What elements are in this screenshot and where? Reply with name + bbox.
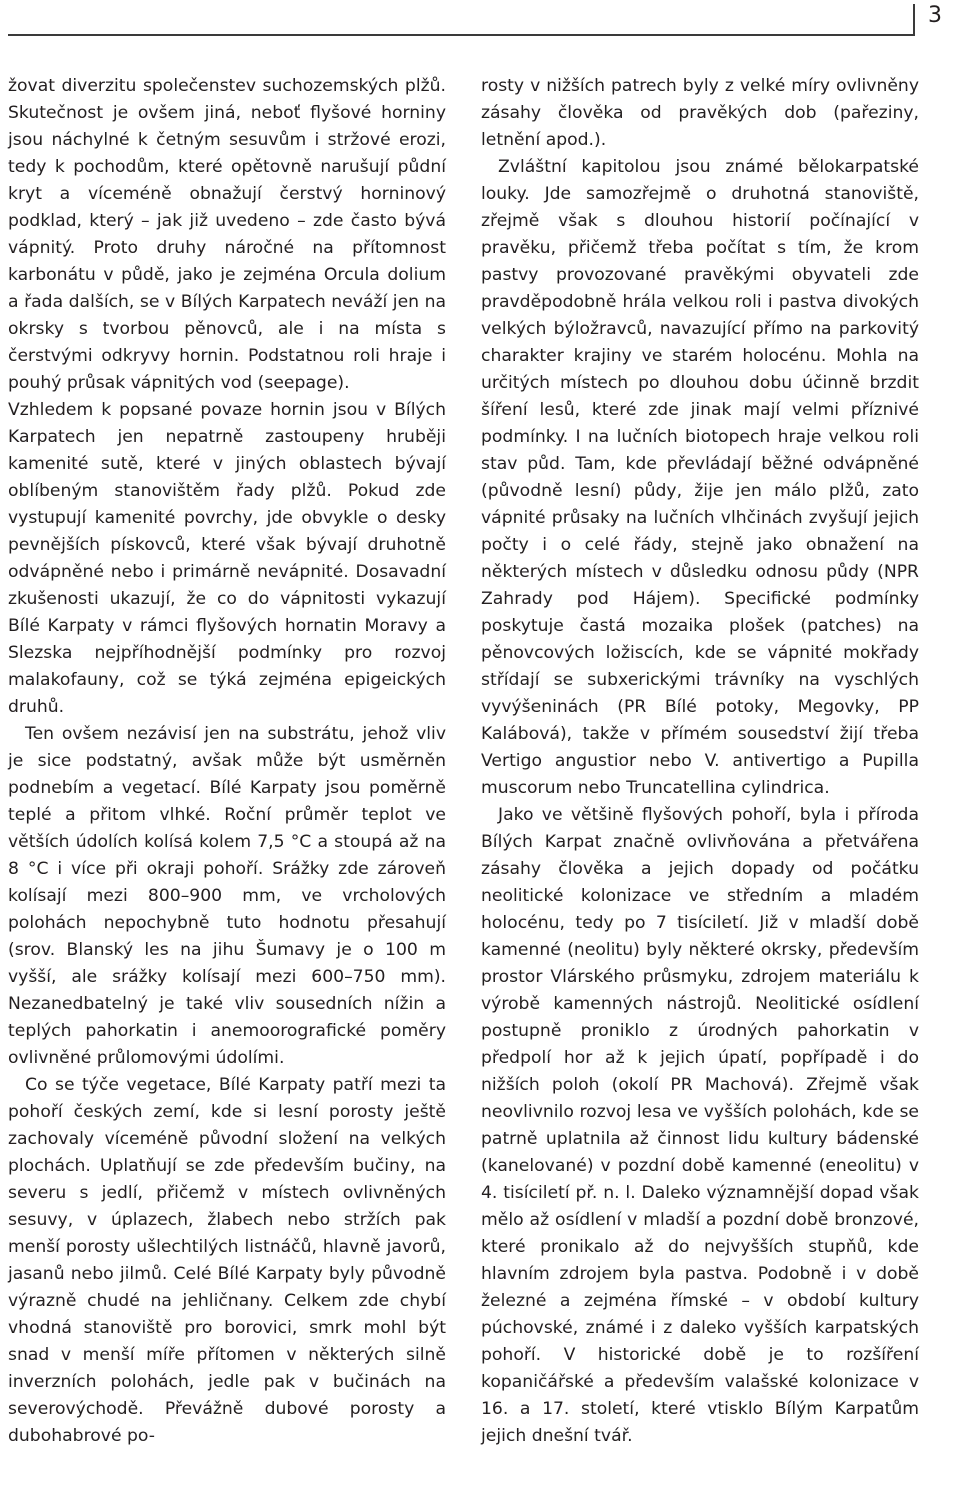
page-number: 3 xyxy=(928,3,942,28)
paragraph: žovat diverzitu společenstev suchozemských plžů. Skutečnost je ovšem jiná, neboť flyšové horniny jsou náchylné k četným sesuvům i stržové erozi, tedy k pochodům, které opětovně narušují půdní kryt a víceméně obnažují čerstvý horninový podklad, který – jak již uvedeno – zde často bývá vápnitý. Proto druhy náročné na přítomnost karbonátu v půdě, jako je zejména Orcula dolium a řada dalších, se v Bílých Karpatech neváží jen na okrsky s tvorbou pěnovců, ale i na místa s čerstvými odkryvy hornin. Podstatnou roli hraje i pouhý průsak vápnitých vod (seepage). xyxy=(8,76,446,393)
left-column xyxy=(8,73,446,1450)
paragraph: Zvláštní kapitolou jsou známé bělokarpatské louky. Jde samozřejmě o druhotná stanoviště, zřejmě však s dlouhou historií počínající v pravěku, přičemž třeba počítat s tím, že krom pastvy provozované pravěkými obyvateli zde pravděpodobně hrála velkou roli i pastva divokých velkých býložravců, navazující přímo na parkovitý charakter krajiny ve starém holocénu. Mohla na určitých místech po dlouhou dobu účinně brzdit šíření lesů, které zde jinak mají velmi příznivé podmínky. I na lučních biotopech hraje velkou roli stav půd. Tam, kde převládají běžné odvápněné (původně lesní) půdy, žije jen málo plžů, zato vápnité průsaky na lučních vlhčinách zvyšují jejich počty i o celé řády, stejně jako obnažení na některých místech v důsledku odnosu půdy (NPR Zahrady pod Hájem). Specifické podmínky poskytuje častá mozaika plošek (patches) na pěnovcových ložiscích, kde se vápnité mokřady střídají se subxerickými trávníky na vyschlých vyvýšeninách (PR Bílé potoky, Megovky, PP Kalábová), takže v přímém sousedství žijí třeba Vertigo angustior nebo V. antivertigo a Pupilla muscorum nebo Truncatellina cylindrica. xyxy=(481,157,919,798)
paragraph: Vzhledem k popsané povaze hornin jsou v Bílých Karpatech jen nepatrně zastoupeny hruběji kamenité sutě, které v jiných oblastech bývají oblíbeným stanovištěm řady plžů. Pokud zde vystupují kamenité povrchy, jde obvykle o desky pevnějších pískovců, které však bývají druhotně odvápněné nebo i primárně nevápnité. Dosavadní zkušenosti ukazují, že co do vápnitosti vykazují Bílé Karpaty v rámci flyšových hornatin Moravy a Slezska nejpříhodnější podmínky pro rozvoj malakofauny, což se týká zejména epigeických druhů. xyxy=(8,400,446,717)
paragraph: Ten ovšem nezávisí jen na substrátu, jehož vliv je sice podstatný, avšak může být usměrněn podnebím a vegetací. Bílé Karpaty jsou poměrně teplé a přitom vlhké. Roční průměr teplot ve větších údolích kolísá kolem 7,5 °C a stoupá až na 8 °C i více při okraji pohoří. Srážky zde zároveň kolísají mezi 800–900 mm, ve vrcholových polohách nepochybně tuto hodnotu přesahují (srov. Blanský les na jihu Šumavy je o 100 m vyšší, ale srážky kolísají mezi 600–750 mm). Nezanedbatelný je také vliv sousedních nížin a teplých pahorkatin i anemoorografické poměry ovlivněné průlomovými údolími. xyxy=(8,724,446,1068)
paragraph: Jako ve většině flyšových pohoří, byla i příroda Bílých Karpat značně ovlivňována a přetvářena zásahy člověka a jejich dopady od počátku neolitické kolonizace ve středním a mladém holocénu, tedy po 7 tisíciletí. Již v mladší době kamenné (neolitu) byly některé okrsky, především prostor Vlárského průsmyku, zdrojem materiálu k výrobě kamenných nástrojů. Neolitické osídlení postupně proniklo z úrodných pahorkatin v předpolí hor až k jejich úpatí, popřípadě i do nižších poloh (okolí PR Machová). Zřejmě však neovlivnilo rozvoj lesa ve vyšších polohách, kde se patrně uplatnila až činnost lidu kultury bádenské (kanelované) v pozdní době kamenné (eneolitu) v 4. tisíciletí př. n. l. Daleko významnější dopad však mělo až osídlení v mladší a pozdní době bronzové, které pronikalo až do nejvyšších stupňů, kde hlavním zdrojem byla pastva. Podobně i v době železné a zejména římské – v období kultury púchovské, známé i z daleko vyšších karpatských pohoří. V historické době je to rozšíření kopaničářské a především valašské kolonizace v 16. a 17. století, které vtisklo Bílým Karpatům jejich dnešní tvář. xyxy=(481,805,919,1446)
paragraph: Co se týče vegetace, Bílé Karpaty patří mezi ta pohoří českých zemí, kde si lesní porosty ještě zachovaly víceméně původní složení na velkých plochách. Uplatňují se zde především bučiny, na severu s jedlí, přičemž v místech ovlivněných sesuvy, v úplazech, žlabech nebo stržích pak menší porosty ušlechtilých listnáčů, hlavně javorů, jasanů nebo jilmů. Celé Bílé Karpaty byly původně výrazně chudé na jehličnany. Celkem zde chybí vhodná stanoviště pro borovici, smrk mohl být snad v menší míře přítomen v některých silně inverzních polohách, jedle pak v bučinách na severovýchodě. Převážně dubové porosty a dubohabrové po- xyxy=(8,1075,446,1446)
paragraph: rosty v nižších patrech byly z velké míry ovlivněny zásahy člověka od pravěkých dob (pařeziny, letnění apod.). xyxy=(481,76,919,150)
right-column xyxy=(481,73,919,1450)
header-rule xyxy=(8,34,913,36)
header-divider xyxy=(913,4,915,36)
